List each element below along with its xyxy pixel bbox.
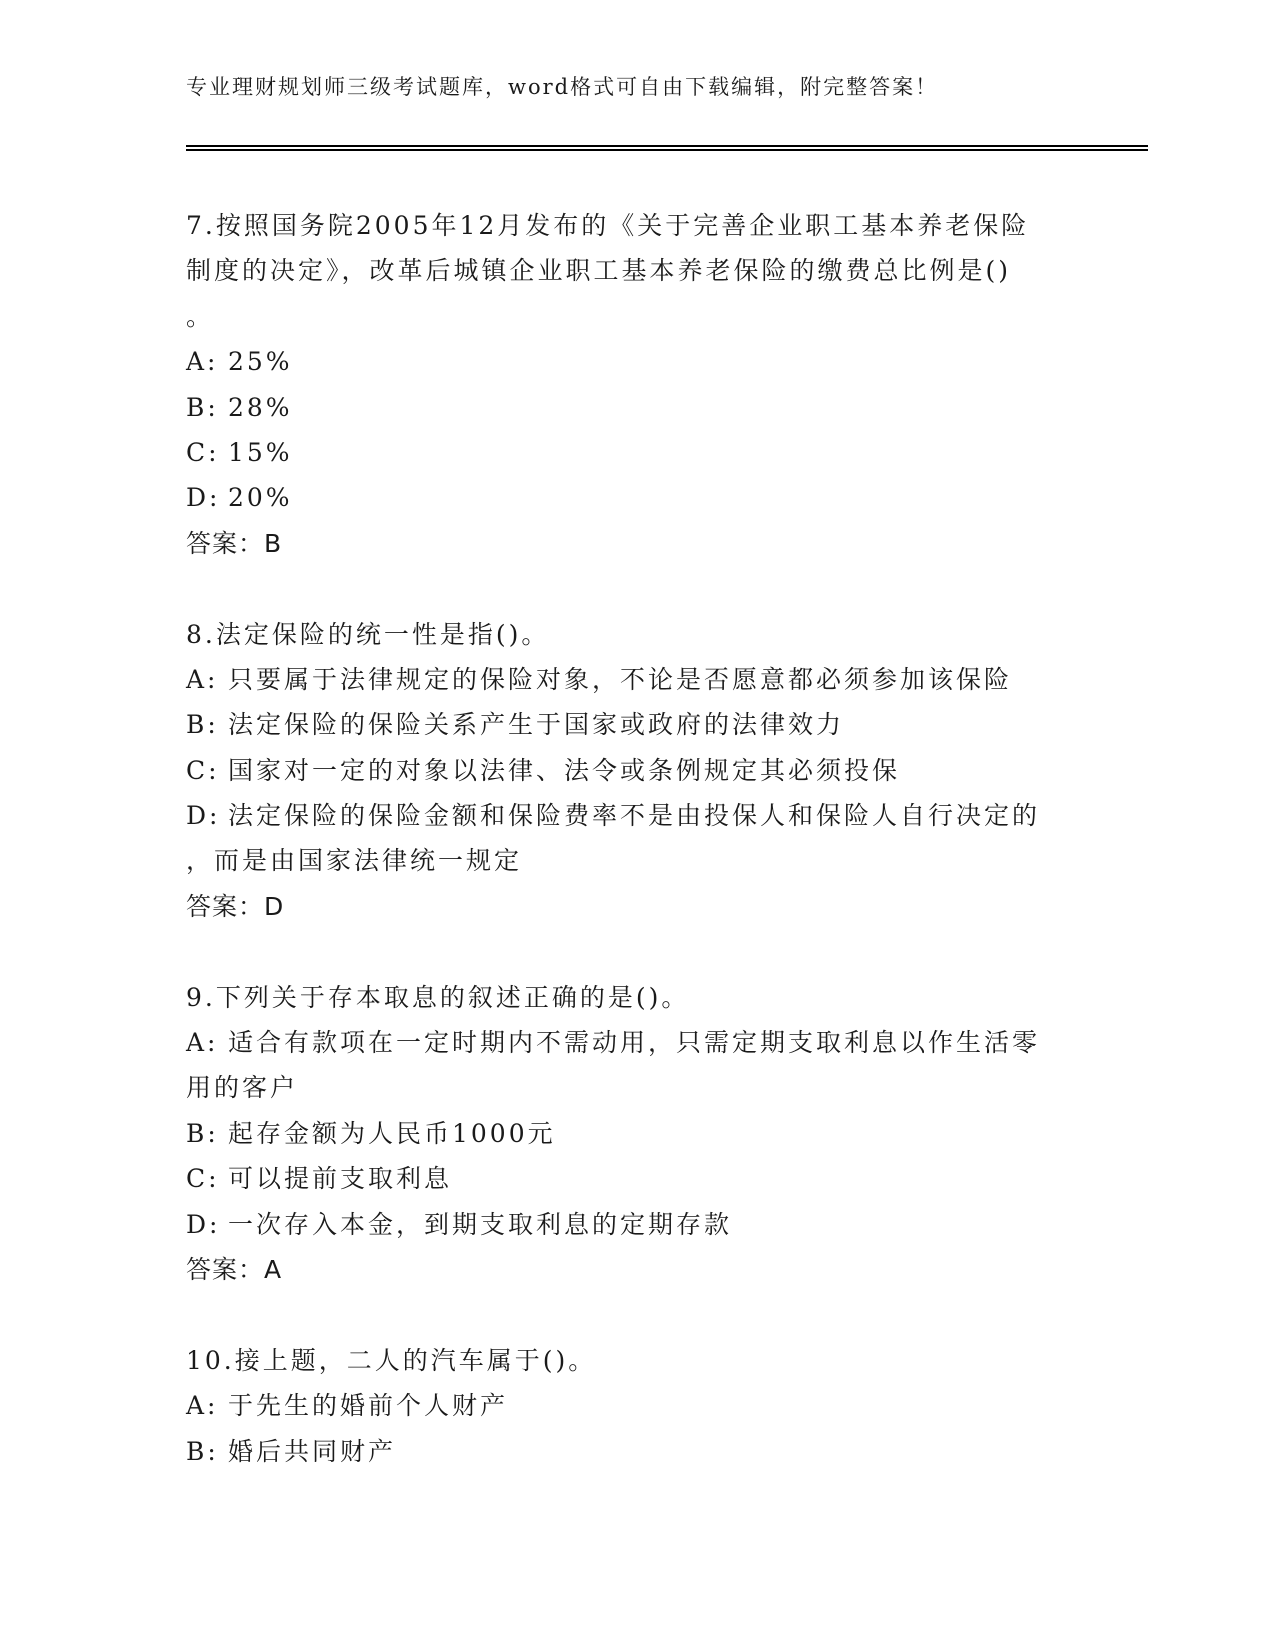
option-letter: A: xyxy=(186,664,219,694)
option-text: 法定保险的保险金额和保险费率不是由投保人和保险人自行决定的 xyxy=(228,801,1041,831)
option-line xyxy=(186,702,1086,747)
question-stem-line: 8.法定保险的统一性是指()。 xyxy=(186,619,550,649)
option-letter: A: xyxy=(186,1391,219,1421)
option-text: 可以提前支取利息 xyxy=(228,1164,453,1194)
question-list xyxy=(186,203,1086,1474)
question-stem-line: 。 xyxy=(186,301,215,331)
option-line xyxy=(186,793,1086,838)
option-line xyxy=(186,1020,1086,1065)
question-block xyxy=(186,203,1086,566)
answer-line: 答案：D xyxy=(186,891,285,921)
option-line xyxy=(186,1429,1086,1474)
option-text: 国家对一定的对象以法律、法令或条例规定其必须投保 xyxy=(228,755,901,785)
option-letter: C: xyxy=(186,755,220,785)
page-header-title: 专业理财规划师三级考试题库，word格式可自由下载编辑，附完整答案！ xyxy=(186,75,939,99)
option-line xyxy=(186,1383,1086,1428)
option-letter: D: xyxy=(186,801,221,831)
option-letter: C: xyxy=(186,437,220,467)
option-text: 适合有款项在一定时期内不需动用，只需定期支取利息以作生活零 xyxy=(228,1028,1041,1058)
option-letter: A: xyxy=(186,1028,219,1058)
option-text: 28% xyxy=(228,392,293,422)
question-spacer xyxy=(186,929,1086,974)
option-text: ，而是由国家法律统一规定 xyxy=(186,846,523,876)
question-block xyxy=(186,612,1086,930)
question-block xyxy=(186,1338,1086,1474)
option-text: 只要属于法律规定的保险对象，不论是否愿意都必须参加该保险 xyxy=(228,664,1013,694)
option-line xyxy=(186,1065,1086,1110)
option-line xyxy=(186,838,1086,883)
option-letter: C: xyxy=(186,1164,220,1194)
option-line xyxy=(186,1111,1086,1156)
option-line xyxy=(186,385,1086,430)
option-text: 20% xyxy=(228,483,293,513)
option-letter: A: xyxy=(186,347,219,377)
question-stem-line: 制度的决定》，改革后城镇企业职工基本养老保险的缴费总比例是() xyxy=(186,256,1012,286)
option-line xyxy=(186,339,1086,384)
question-spacer xyxy=(186,1292,1086,1337)
option-letter: B: xyxy=(186,710,219,740)
option-text: 法定保险的保险关系产生于国家或政府的法律效力 xyxy=(228,710,845,740)
option-letter: B: xyxy=(186,392,219,422)
option-line xyxy=(186,748,1086,793)
question-spacer xyxy=(186,566,1086,611)
option-text: 于先生的婚前个人财产 xyxy=(228,1391,509,1421)
option-letter: D: xyxy=(186,483,221,513)
option-letter: B: xyxy=(186,1436,219,1466)
option-line xyxy=(186,1202,1086,1247)
question-stem-line: 9.下列关于存本取息的叙述正确的是()。 xyxy=(186,982,690,1012)
question-stem-line: 7.按照国务院2005年12月发布的《关于完善企业职工基本养老保险 xyxy=(186,211,1030,240)
answer-line: 答案：B xyxy=(186,528,283,558)
option-text: 一次存入本金，到期支取利息的定期存款 xyxy=(228,1209,733,1239)
option-line xyxy=(186,430,1086,475)
option-line xyxy=(186,475,1086,520)
option-line xyxy=(186,657,1086,702)
option-text: 用的客户 xyxy=(186,1073,299,1103)
option-letter: B: xyxy=(186,1118,219,1148)
option-letter: D: xyxy=(186,1209,221,1239)
option-text: 15% xyxy=(228,437,293,467)
option-text: 25% xyxy=(228,347,293,377)
option-text: 婚后共同财产 xyxy=(228,1436,397,1466)
question-block xyxy=(186,975,1086,1293)
option-line xyxy=(186,1156,1086,1201)
option-text: 起存金额为人民币1000元 xyxy=(228,1118,556,1148)
header-divider xyxy=(186,145,1148,151)
question-stem-line: 10.接上题，二人的汽车属于()。 xyxy=(186,1345,597,1375)
answer-line: 答案：A xyxy=(186,1254,283,1284)
